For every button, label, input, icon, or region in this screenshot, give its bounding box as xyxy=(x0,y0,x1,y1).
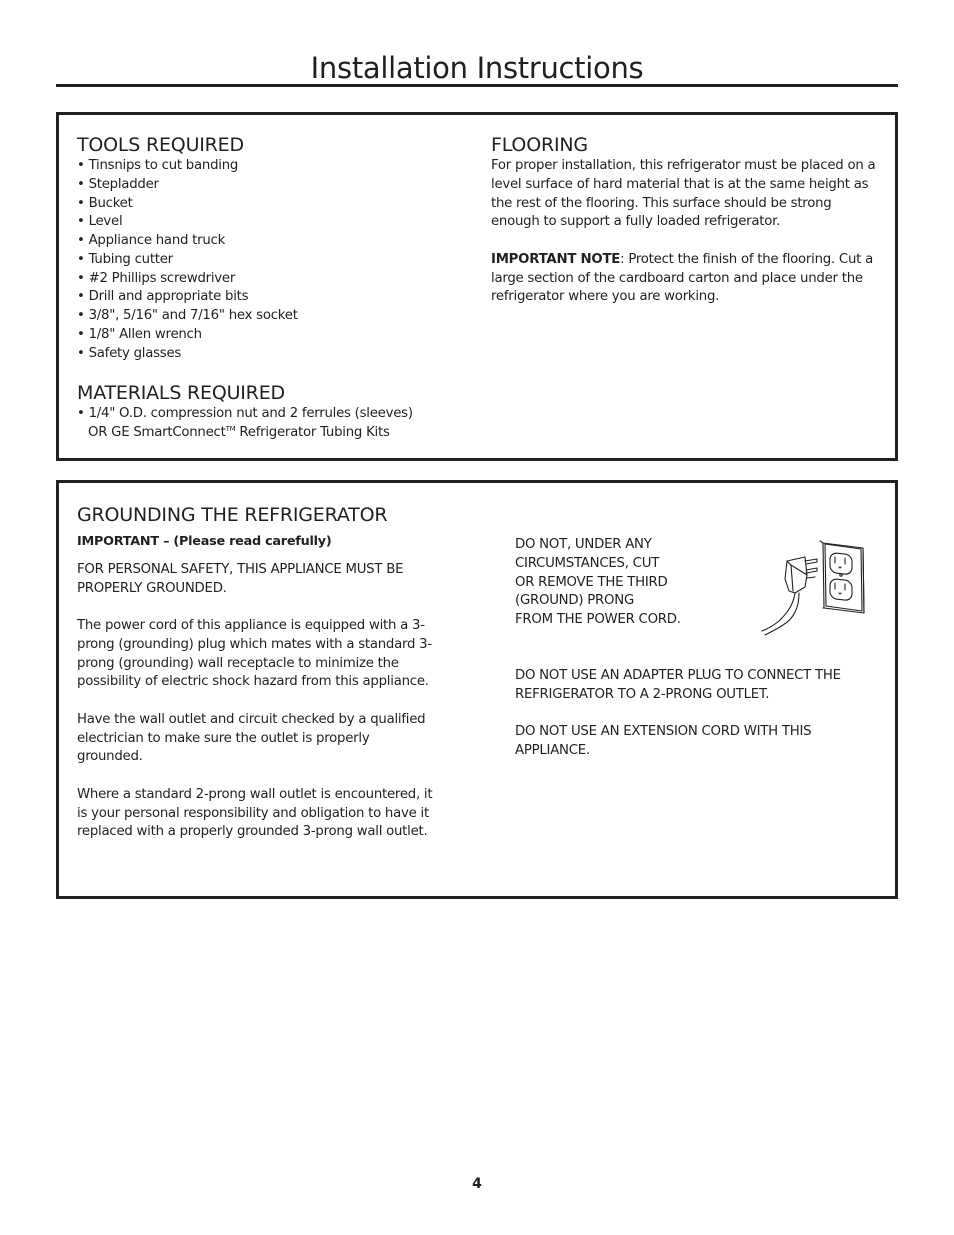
materials-section xyxy=(77,381,457,443)
tools-list-item: • #2 Phillips screwdriver xyxy=(77,270,457,289)
materials-line-2 xyxy=(77,424,457,443)
warning-line: (GROUND) PRONG xyxy=(515,593,635,609)
adapter-warning: DO NOT USE AN ADAPTER PLUG TO CONNECT THE REFRIGERATOR TO A 2-PRONG OUTLET. xyxy=(515,668,841,702)
important-note-label: IMPORTANT NOTE xyxy=(491,251,621,267)
tools-list-item: • Level xyxy=(77,213,457,232)
warning-line: DO NOT, UNDER ANY xyxy=(515,537,652,552)
page-number: 4 xyxy=(472,1176,482,1192)
plug-and-outlet-icon xyxy=(759,535,869,639)
grounding-right-warnings xyxy=(515,667,887,761)
tools-heading: TOOLS REQUIRED xyxy=(77,134,244,156)
page-title: Installation Instructions xyxy=(310,51,644,85)
tools-list-item: • Drill and appropriate bits xyxy=(77,288,457,307)
tools-list-item: • Safety glasses xyxy=(77,345,457,364)
tools-list-item: • Tubing cutter xyxy=(77,251,457,270)
grounding-paragraph-3: Where a standard 2-prong wall outlet is encountered, it is your personal responsibility and obligation to have it replaced with a properly grounded 3-prong wall outlet. xyxy=(77,786,433,840)
grounding-paragraph-2: Have the wall outlet and circuit checked by a qualified electrician to make sure the outlet is properly grounded. xyxy=(77,711,426,765)
materials-line-2-prefix: OR GE SmartConnect xyxy=(88,424,226,440)
important-note-text: : Protect the finish of the flooring. Cut a large section of the cardboard carton and place under the refrigerator where you are working. xyxy=(491,251,873,305)
flooring-paragraph: For proper installation, this refrigerator must be placed on a level surface of hard material that is at the same height as the rest of the flooring. This surface should be strong enough to support a fully loaded refrigerator. xyxy=(491,158,876,230)
tools-list-item: • Stepladder xyxy=(77,176,457,195)
tools-list xyxy=(77,157,457,363)
tools-list-item: • 3/8", 5/16" and 7/16" hex socket xyxy=(77,307,457,326)
warning-line: FROM THE POWER CORD. xyxy=(515,612,681,627)
tools-list-item: • Tinsnips to cut banding xyxy=(77,157,457,176)
materials-heading: MATERIALS REQUIRED xyxy=(77,382,285,404)
warning-line: OR REMOVE THE THIRD xyxy=(515,574,668,590)
flooring-section xyxy=(491,133,883,307)
grounding-heading: GROUNDING THE REFRIGERATOR xyxy=(77,504,388,526)
grounding-panel xyxy=(56,480,898,899)
tools-list-item: • 1/8" Allen wrench xyxy=(77,326,457,345)
materials-item xyxy=(77,405,457,443)
materials-line-2-suffix: Refrigerator Tubing Kits xyxy=(235,424,390,440)
flooring-heading: FLOORING xyxy=(491,134,588,156)
materials-line-1: • 1/4" O.D. compression nut and 2 ferrules (sleeves) xyxy=(77,406,413,421)
grounding-paragraph-1: The power cord of this appliance is equipped with a 3-prong (grounding) plug which mates with a standard 3-prong (grounding) wall receptacle to minimize the possibility of electric shock hazard from this appliance. xyxy=(77,618,432,690)
ground-prong-warning xyxy=(515,536,755,630)
tools-list-item: • Bucket xyxy=(77,195,457,214)
tools-flooring-panel xyxy=(56,112,898,461)
grounding-important-label: IMPORTANT – (Please read carefully) xyxy=(77,534,332,549)
title-divider xyxy=(56,84,898,87)
tools-list-item: • Appliance hand truck xyxy=(77,232,457,251)
warning-line: CIRCUMSTANCES, CUT xyxy=(515,555,660,571)
extension-cord-warning: DO NOT USE AN EXTENSION CORD WITH THIS APPLIANCE. xyxy=(515,724,812,758)
grounding-safety-text: FOR PERSONAL SAFETY, THIS APPLIANCE MUST BE PROPERLY GROUNDED. xyxy=(77,561,404,596)
flooring-important-note xyxy=(491,251,883,307)
tools-section xyxy=(77,133,457,363)
grounding-left-column xyxy=(77,503,435,842)
trademark-symbol: TM xyxy=(225,424,236,433)
